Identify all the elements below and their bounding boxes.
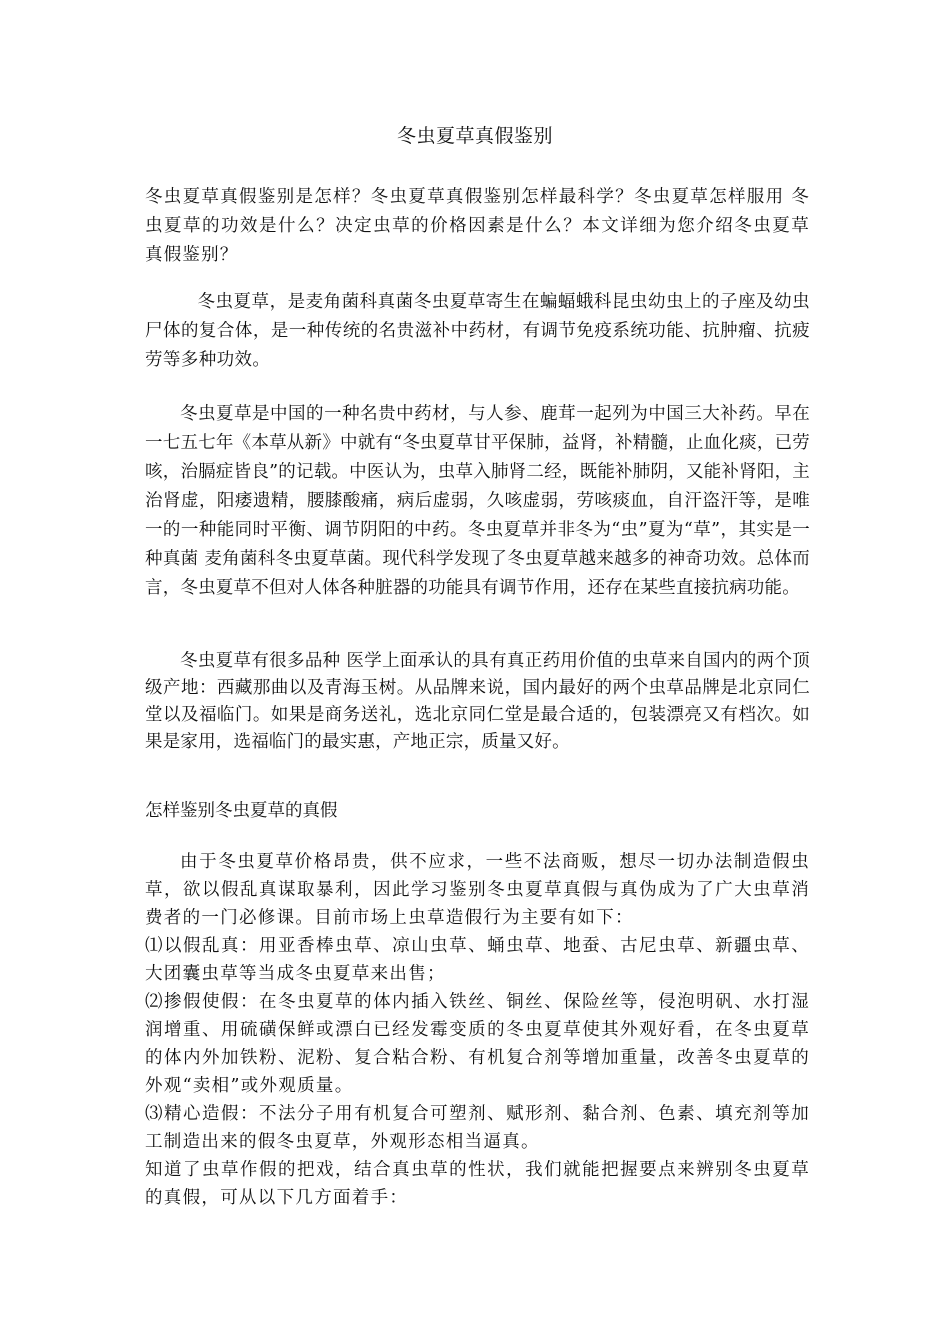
identification-section [145,848,810,1212]
list-item: ⑶精心造假：不法分子用有机复合可塑剂、赋形剂、黏合剂、色素、填充剂等加工制造出来的假冬虫夏草，外观形态相当逼真。 [145,1104,810,1152]
document-title: 冬虫夏草真假鉴别 [396,125,553,147]
intro-paragraph: 冬虫夏草真假鉴别是怎样？冬虫夏草真假鉴别怎样最科学？冬虫夏草怎样服用 冬虫夏草的功效是什么？决定虫草的价格因素是什么？本文详细为您介绍冬虫夏草真假鉴别？ [145,187,810,265]
section-heading: 怎样鉴别冬虫夏草的真假 [145,801,338,821]
list-item: ⑵掺假使假：在冬虫夏草的体内插入铁丝、铜丝、保险丝等，侵泡明矾、水打湿润增重、用硫磺保鲜或漂白已经发霉变质的冬虫夏草使其外观好看，在冬虫夏草的体内外加铁粉、泥粉、复合粘合粉、有机复合剂等增加重量，改善冬虫夏草的外观“卖相”或外观质量。 [145,992,810,1096]
section-intro-paragraph: 由于冬虫夏草价格昂贵，供不应求，一些不法商贩，想尽一切办法制造假虫草，欲以假乱真谋取暴利，因此学习鉴别冬虫夏草真假与真伪成为了广大虫草消费者的一门必修课。目前市场上虫草造假行为主要有如下： [145,852,810,928]
paragraph-history: 冬虫夏草是中国的一种名贵中药材，与人参、鹿茸一起列为中国三大补药。早在一七五七年《本草从新》中就有“冬虫夏草甘平保肺，益肾，补精髓，止血化痰，已劳咳，治膈症皆良”的记载。中医认为，虫草入肺肾二经，既能补肺阴，又能补肾阳，主治肾虚，阳痿遗精，腰膝酸痛，病后虚弱，久咳虚弱，劳咳痰血，自汗盗汗等，是唯一的一种能同时平衡、调节阴阳的中药。冬虫夏草并非冬为“虫”夏为“草”，其实是一种真菌 麦角菌科冬虫夏草菌。现代科学发现了冬虫夏草越来越多的神奇功效。总体而言，冬虫夏草不但对人体各种脏器的功能具有调节作用，还存在某些直接抗病功能。 [145,404,810,598]
closing-paragraph: 知道了虫草作假的把戏，结合真虫草的性状，我们就能把握要点来辨别冬虫夏草的真假，可从以下几方面着手： [145,1160,810,1208]
paragraph-origin-brands: 冬虫夏草有很多品种 医学上面承认的具有真正药用价值的虫草来自国内的两个顶级产地：西藏那曲以及青海玉树。从品牌来说，国内最好的两个虫草品牌是北京同仁堂以及福临门。如果是商务送礼，选北京同仁堂是最合适的，包装漂亮又有档次。如果是家用，选福临门的最实惠，产地正宗，质量又好。 [145,651,810,752]
list-item: ⑴以假乱真：用亚香棒虫草、凉山虫草、蛹虫草、地蚕、古尼虫草、新疆虫草、大团囊虫草等当成冬虫夏草来出售； [145,936,810,984]
paragraph-definition: 冬虫夏草，是麦角菌科真菌冬虫夏草寄生在蝙蝠蛾科昆虫幼虫上的子座及幼虫尸体的复合体，是一种传统的名贵滋补中药材，有调节免疫系统功能、抗肿瘤、抗疲劳等多种功效。 [145,292,810,370]
